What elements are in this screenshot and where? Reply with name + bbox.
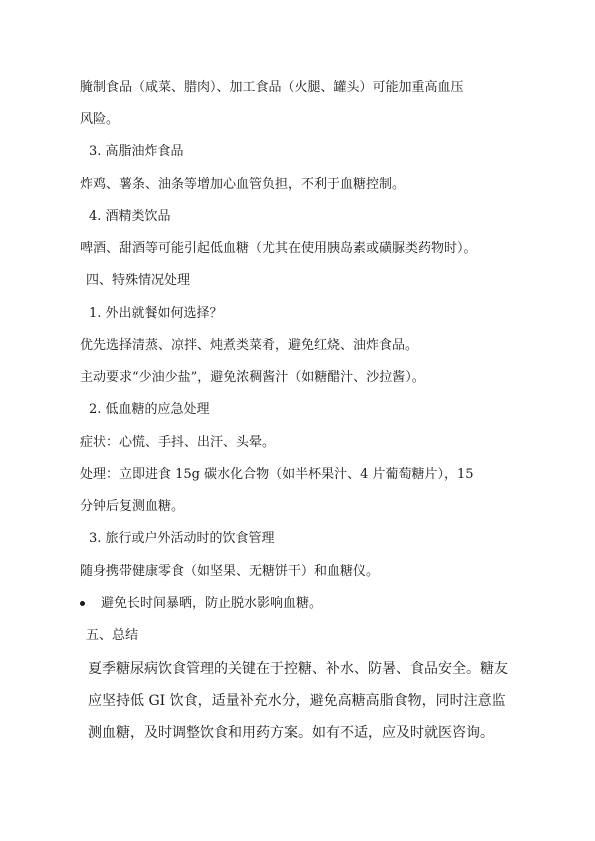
summary-line: 测血糖，及时调整饮食和用药方案。如有不适，应及时就医咨询。 [88, 725, 494, 741]
paragraph-line: 症状：心慌、手抖、出汗、头晕。 [80, 435, 276, 450]
summary-line: 应坚持低 GI 饮食，适量补充水分，避免高糖高脂食物，同时注意监 [88, 693, 506, 709]
paragraph-line: 分钟后复测血糖。 [80, 499, 185, 514]
subheading-hypoglycemia: 2. 低血糖的应急处理 [89, 402, 210, 417]
section-heading-summary: 五、总结 [86, 628, 139, 643]
paragraph-line: 主动要求“少油少盐”，避免浓稠酱汁（如糖醋汁、沙拉酱）。 [80, 370, 425, 385]
paragraph-line: 炸鸡、薯条、油条等增加心血管负担，不利于血糖控制。 [80, 177, 406, 192]
bullet-dot-icon [80, 601, 85, 606]
bullet-item: 避免长时间暴晒，防止脱水影响血糖。 [101, 596, 323, 611]
subheading-eating-out: 1. 外出就餐如何选择？ [89, 306, 223, 321]
paragraph-line: 处理：立即进食 15g 碳水化合物（如半杯果汁、4 片葡萄糖片），15 [80, 467, 474, 482]
section-heading-special-cases: 四、特殊情况处理 [86, 273, 191, 288]
subheading-fried-foods: 3. 高脂油炸食品 [89, 144, 184, 159]
paragraph-line: 优先选择清蒸、凉拌、炖煮类菜肴，避免红烧、油炸食品。 [80, 338, 419, 353]
paragraph-line: 随身携带健康零食（如坚果、无糖饼干）和血糖仪。 [80, 564, 380, 579]
paragraph-line: 风险。 [80, 112, 120, 127]
paragraph-line: 啤酒、甜酒等可能引起低血糖（尤其在使用胰岛素或磺脲类药物时）。 [80, 241, 477, 256]
subheading-alcohol: 4. 酒精类饮品 [89, 209, 171, 224]
subheading-travel: 3. 旅行或户外活动时的饮食管理 [89, 531, 275, 546]
summary-line: 夏季糖尿病饮食管理的关键在于控糖、补水、防暑、食品安全。糖友 [88, 661, 508, 677]
paragraph-line: 腌制食品（咸菜、腊肉）、加工食品（火腿、罐头）可能加重高血压 [80, 80, 464, 95]
